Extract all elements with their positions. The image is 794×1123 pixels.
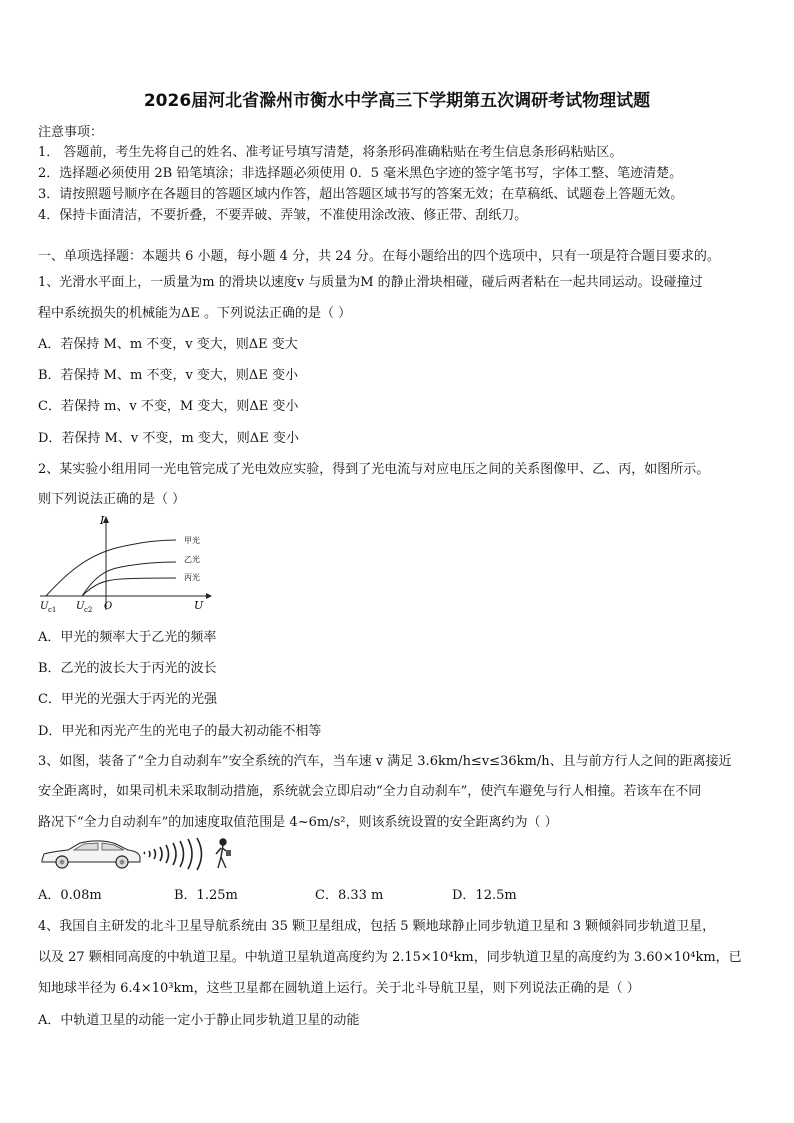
question-1-stem-cont: 程中系统损失的机械能为ΔE 。下列说法正确的是（ ） (38, 306, 352, 321)
u-axis-label: U (194, 599, 204, 612)
i-axis-label: I (100, 514, 105, 527)
question-3-options (38, 884, 758, 902)
notice-item: 4．保持卡面清洁，不要折叠，不要弄破、弄皱，不准使用涂改液、修正带、刮纸刀。 (38, 208, 528, 223)
question-2-option-c: C．甲光的光强大于丙光的光强 (38, 692, 217, 707)
origin-label: O (104, 601, 113, 612)
uc1-subscript: c1 (48, 606, 57, 614)
curve-bing (82, 578, 176, 596)
question-4-option-a: A．中轨道卫星的动能一定小于静止同步轨道卫星的动能 (38, 1013, 360, 1028)
question-3-option-b: B．1.25m (174, 888, 238, 903)
question-3-stem-cont: 路况下“全力自动刹车”的加速度取值范围是 4~6m/s²，则该系统设置的安全距离约为（ ） (38, 815, 558, 830)
section-heading: 一、单项选择题：本题共 6 小题，每小题 4 分，共 24 分。在每小题给出的四个选项中，只有一项是符合题目要求的。 (38, 249, 720, 264)
question-3-option-a: A．0.08m (38, 888, 102, 903)
uc1-label: U (40, 601, 49, 612)
car-pedestrian-illustration (40, 836, 240, 872)
question-1-option-b: B．若保持 M、m 不变，v 变大，则ΔE 变小 (38, 368, 298, 383)
legend-jia: 甲光 (184, 536, 200, 545)
question-2-option-a: A．甲光的频率大于乙光的频率 (38, 630, 217, 645)
question-1-option-d: D．若保持 M、v 不变，m 变大，则ΔE 变小 (38, 431, 299, 446)
question-4-stem: 4、我国自主研发的北斗卫星导航系统由 35 颗卫星组成，包括 5 颗地球静止同步轨道卫星和 3 颗倾斜同步轨道卫星， (38, 919, 716, 934)
question-1-option-c: C．若保持 m、v 不变，M 变大，则ΔE 变小 (38, 399, 299, 414)
photoelectric-iv-graph (36, 512, 216, 616)
question-3-stem-cont: 安全距离时，如果司机未采取制动措施，系统就会立即启动“全力自动刹车”，使汽车避免与行人相撞。若该车在不同 (38, 784, 702, 799)
question-2-stem: 2、某实验小组用同一光电管完成了光电效应实验，得到了光电流与对应电压之间的关系图像甲、乙、丙，如图所示。 (38, 462, 710, 477)
notice-item: 2．选择题必须使用 2B 铅笔填涂；非选择题必须使用 0．5 毫米黑色字迹的签字笔书写，字体工整、笔迹清楚。 (38, 166, 683, 181)
page-title: 2026届河北省滁州市衡水中学高三下学期第五次调研考试物理试题 (143, 91, 651, 111)
legend-bing: 丙光 (184, 573, 200, 582)
question-2-option-b: B．乙光的波长大于丙光的波长 (38, 661, 217, 676)
radar-wave-icon (144, 838, 202, 870)
curve-jia (46, 540, 176, 596)
question-2-option-d: D．甲光和丙光产生的光电子的最大初动能不相等 (38, 724, 322, 739)
question-4-stem-cont: 以及 27 颗相同高度的中轨道卫星。中轨道卫星轨道高度约为 2.15×10⁴km，同步轨道卫星的高度约为 3.60×10⁴km，已 (38, 950, 742, 965)
question-3-option-c: C．8.33 m (315, 888, 384, 903)
question-1-option-a: A．若保持 M、m 不变，v 变大，则ΔE 变大 (38, 337, 298, 352)
question-3-stem: 3、如图，装备了“全力自动刹车”安全系统的汽车，当车速 v 满足 3.6km/h≤v≤36km/h、且与前方行人之间的距离接近 (38, 754, 732, 769)
u-axis-arrow-icon (206, 593, 212, 599)
question-1-stem: 1、光滑水平面上，一质量为m 的滑块以速度v 与质量为M 的静止滑块相碰，碰后两者粘在一起共同运动。设碰撞过 (38, 275, 703, 290)
question-2-stem-cont: 则下列说法正确的是（ ） (38, 492, 186, 507)
car-icon (42, 841, 140, 868)
question-3-option-d: D．12.5m (452, 888, 517, 903)
pedestrian-icon (216, 839, 231, 868)
legend-yi: 乙光 (184, 555, 200, 564)
notice-item: 1． 答题前，考生先将自己的姓名、准考证号填写清楚，将条形码准确粘贴在考生信息条形码粘贴区。 (38, 145, 623, 160)
question-4-stem-cont: 知地球半径为 6.4×10³km，这些卫星都在圆轨道上运行。关于北斗导航卫星，则下列说法正确的是（ ） (38, 981, 640, 996)
notice-heading: 注意事项： (38, 125, 104, 140)
uc2-label: U (76, 601, 85, 612)
notice-item: 3．请按照题号顺序在各题目的答题区域内作答，超出答题区域书写的答案无效；在草稿纸、试题卷上答题无效。 (38, 187, 684, 202)
uc2-subscript: c2 (84, 606, 93, 614)
